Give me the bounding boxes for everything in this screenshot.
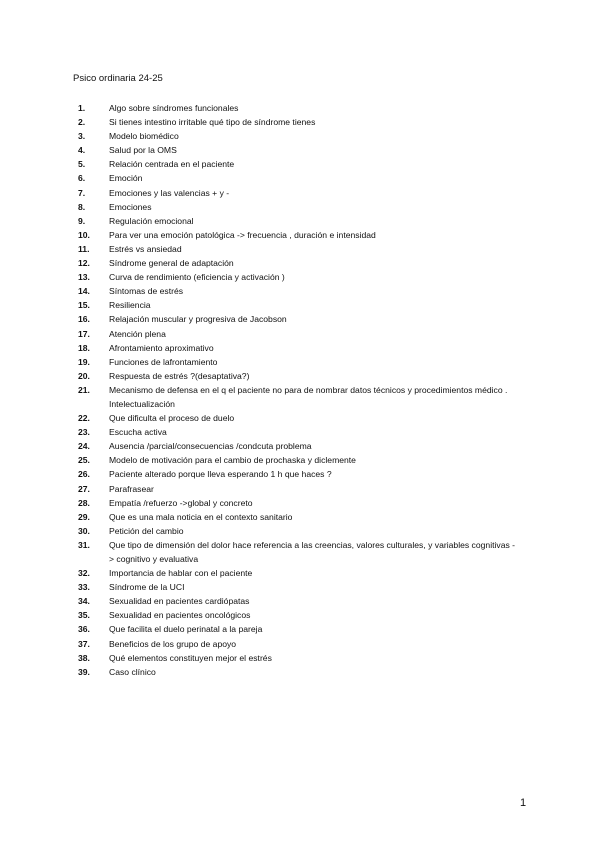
list-item [78,594,518,608]
list-item-number: 7. [78,187,86,198]
page-number: 1 [520,797,527,809]
list-item-number: 22. [78,413,90,424]
list-item-text: Que dificulta el proceso de duelo [109,413,235,424]
list-item [78,453,518,467]
list-item [78,496,518,510]
list-item-number: 26. [78,469,90,480]
list-item-number: 19. [78,356,90,367]
list-item [78,157,518,171]
list-item-text: Si tienes intestino irritable qué tipo de síndrome tienes [109,117,316,128]
list-item-number: 38. [78,652,90,663]
list-item [78,665,518,679]
list-item-number: 35. [78,610,90,621]
list-item [78,622,518,636]
list-item-text: Resiliencia [109,300,151,311]
list-item [78,129,518,143]
list-item-number: 33. [78,582,90,593]
list-item [78,580,518,594]
list-item [78,298,518,312]
list-item-number: 6. [78,173,86,184]
list-item-text: Síndrome general de adaptación [109,258,234,269]
list-item-number: 2. [78,117,86,128]
list-item [78,482,518,496]
list-item [78,256,518,270]
list-item-text: Para ver una emoción patológica -> frecuencia , duración e intensidad [109,229,376,240]
list-item [78,425,518,439]
list-item-number: 31. [78,539,90,550]
list-item-number: 21. [78,384,90,395]
list-item-number: 28. [78,497,90,508]
list-item [78,312,518,326]
list-item-text: Que facilita el duelo perinatal a la pareja [109,624,263,635]
list-item-text: Respuesta de estrés ?(desaptativa?) [109,370,250,381]
list-item [78,284,518,298]
question-list [78,101,518,679]
list-item-number: 13. [78,272,90,283]
list-item-number: 10. [78,229,90,240]
list-item [78,355,518,369]
list-item-text: Regulación emocional [109,215,194,226]
list-item-number: 29. [78,511,90,522]
list-item [78,383,518,411]
list-item-number: 12. [78,258,90,269]
list-item-text: Modelo biomédico [109,131,179,142]
list-item [78,115,518,129]
list-item-number: 17. [78,328,90,339]
list-item-number: 32. [78,568,90,579]
list-item [78,242,518,256]
list-item-number: 27. [78,483,90,494]
list-item-text: Estrés vs ansiedad [109,243,182,254]
list-item [78,637,518,651]
list-item-text: Relación centrada en el paciente [109,159,235,170]
list-item-number: 8. [78,201,86,212]
document-title: Psico ordinaria 24-25 [73,73,163,84]
list-item-number: 1. [78,103,86,113]
list-item-text: Parafrasear [109,483,154,494]
list-item-number: 16. [78,314,90,325]
list-item-text: Síndrome de la UCI [109,582,185,593]
list-item [78,608,518,622]
list-item-text: Que tipo de dimensión del dolor hace referencia a las creencias, valores culturales, y variables cognitivas -> cognitivo y evaluativa [109,539,516,564]
list-item-number: 34. [78,596,90,607]
list-item-text: Mecanismo de defensa en el q el paciente no para de nombrar datos técnicos y procedimientos médico . Intelectualización [109,384,508,409]
list-item-text: Que es una mala noticia en el contexto sanitario [109,511,293,522]
list-item-number: 24. [78,441,90,452]
list-item [78,411,518,425]
list-item-number: 9. [78,215,86,226]
list-item-number: 11. [78,243,90,254]
list-item-text: Ausencia /parcial/consecuencias /condcuta problema [109,441,312,452]
list-item-text: Salud por la OMS [109,145,177,156]
list-item-text: Emociones y las valencias + y - [109,187,230,198]
list-item-text: Emoción [109,173,143,184]
list-item-text: Curva de rendimiento (eficiencia y activación ) [109,272,285,283]
list-item-text: Beneficios de los grupo de apoyo [109,638,237,649]
list-item-text: Atención plena [109,328,166,339]
list-item [78,186,518,200]
list-item-text: Paciente alterado porque lleva esperando 1 h que haces ? [109,469,332,480]
list-item [78,566,518,580]
list-item [78,341,518,355]
list-item-number: 23. [78,427,90,438]
list-item-number: 36. [78,624,90,635]
list-item [78,369,518,383]
list-item-number: 3. [78,131,86,142]
list-item-text: Algo sobre síndromes funcionales [109,103,239,113]
list-item-text: Afrontamiento aproximativo [109,342,214,353]
list-item-number: 14. [78,286,90,297]
list-item-number: 4. [78,145,86,156]
list-item-text: Escucha activa [109,427,167,438]
list-item-text: Qué elementos constituyen mejor el estrés [109,652,272,663]
list-item [78,524,518,538]
list-item-text: Funciones de lafrontamiento [109,356,218,367]
list-item-text: Modelo de motivación para el cambio de prochaska y diclemente [109,455,356,466]
list-item-text: Importancia de hablar con el paciente [109,568,253,579]
list-item [78,651,518,665]
list-item-number: 30. [78,525,90,536]
list-item [78,101,518,115]
list-item [78,143,518,157]
list-item-text: Emociones [109,201,152,212]
list-item-text: Sexualidad en pacientes cardiópatas [109,596,250,607]
list-item [78,467,518,481]
list-item-text: Petición del cambio [109,525,184,536]
list-item [78,171,518,185]
list-item-number: 15. [78,300,90,311]
list-item-text: Relajación muscular y progresiva de Jacobson [109,314,287,325]
list-item [78,214,518,228]
list-item [78,439,518,453]
list-item-number: 39. [78,666,90,677]
list-item [78,538,518,566]
list-item [78,327,518,341]
list-item-number: 5. [78,159,86,170]
list-item-number: 18. [78,342,90,353]
list-item-text: Síntomas de estrés [109,286,184,297]
list-item-text: Sexualidad en pacientes oncológicos [109,610,251,621]
list-item-number: 20. [78,370,90,381]
list-item [78,200,518,214]
list-item-text: Caso clínico [109,666,156,677]
list-item-text: Empatía /refuerzo ->global y concreto [109,497,253,508]
list-item [78,228,518,242]
list-item-number: 37. [78,638,90,649]
list-item [78,270,518,284]
list-item [78,510,518,524]
list-item-number: 25. [78,455,90,466]
